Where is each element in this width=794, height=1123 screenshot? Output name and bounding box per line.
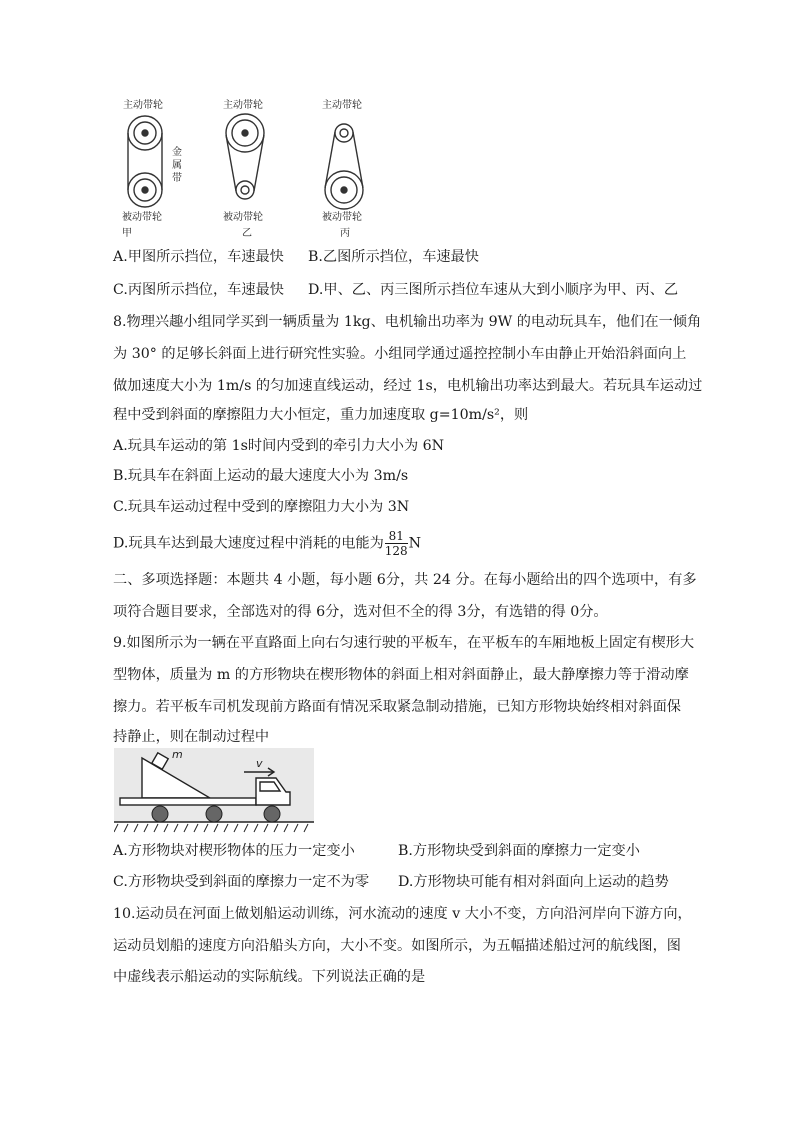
figure-label-jia: 甲: [122, 228, 132, 239]
q8-option-c: C.玩具车运动过程中受到的摩擦阻力大小为 3N: [113, 499, 410, 515]
mass-label: m: [172, 748, 183, 761]
fraction-numerator: 81: [385, 529, 408, 544]
q10-line-3: 中虚线表示船运动的实际航线。下列说法正确的是: [113, 969, 426, 985]
drive-label-3: 主动带轮: [322, 100, 362, 111]
q9-option-a: A.方形物块对楔形物体的压力一定变小: [113, 843, 355, 859]
q9-line-4: 持静止，则在制动过程中: [113, 729, 270, 745]
metal-belt-char-1: 金: [172, 147, 182, 158]
q9-option-b: B.方形物块受到斜面的摩擦力一定变小: [398, 843, 640, 859]
q10-line-1: 10.运动员在河面上做划船运动训练，河水流动的速度 v 大小不变，方向沿河岸向下游方向，: [113, 906, 692, 922]
q7-option-d: D.甲、乙、丙三图所示挡位车速从大到小顺序为甲、丙、乙: [308, 282, 679, 298]
section2-line-1: 二、多项选择题：本题共 4 小题，每小题 6分，共 24 分。在每小题给出的四个选项中，有多: [113, 572, 697, 588]
q7-option-b: B.乙图所示挡位，车速最快: [308, 249, 479, 265]
q8-option-d-unit: N: [408, 535, 422, 552]
velocity-label: v: [256, 757, 263, 770]
q9-line-1: 9.如图所示为一辆在平直路面上向右匀速行驶的平板车，在平板车的车厢地板上固定有楔形大: [113, 635, 695, 651]
q7-option-c: C.丙图所示挡位，车速最快: [113, 282, 284, 298]
q8-line-4: 程中受到斜面的摩擦阻力大小恒定，重力加速度取 g=10m/s²，则: [113, 407, 529, 423]
metal-belt-char-3: 带: [172, 173, 182, 184]
driven-label-3: 被动带轮: [322, 212, 362, 223]
q8-option-d: [113, 529, 421, 558]
q9-line-2: 型物体，质量为 m 的方形物块在楔形物体的斜面上相对斜面静止，最大静摩擦力等于滑动摩: [113, 667, 689, 683]
figure-label-yi: 乙: [242, 228, 252, 239]
q10-line-2: 运动员划船的速度方向沿船头方向，大小不变。如图所示，为五幅描述船过河的航线图，图: [113, 938, 681, 954]
q8-line-1: 8.物理兴趣小组同学买到一辆质量为 1kg、电机输出功率为 9W 的电动玩具车，他们在一倾角: [113, 314, 702, 330]
q8-option-d-prefix: D.玩具车达到最大速度过程中消耗的电能为: [113, 535, 384, 552]
q9-line-3: 擦力。若平板车司机发现前方路面有情况采取紧急制动措施，已知方形物块始终相对斜面保: [113, 699, 681, 715]
q8-line-3: 做加速度大小为 1m/s 的匀加速直线运动，经过 1s，电机输出功率达到最大。若玩具车运动过: [113, 378, 703, 394]
truck-wedge-figure: [114, 748, 314, 834]
figure-label-bing: 丙: [340, 228, 350, 239]
drive-label-2: 主动带轮: [223, 100, 263, 111]
driven-label-1: 被动带轮: [122, 212, 162, 223]
section2-line-2: 项符合题目要求，全部选对的得 6分，选对但不全的得 3分，有选错的得 0分。: [113, 604, 608, 620]
fraction-denominator: 128: [384, 544, 408, 558]
driven-label-2: 被动带轮: [223, 212, 263, 223]
q8-option-d-fraction: [385, 529, 408, 558]
drive-label-1: 主动带轮: [123, 100, 163, 111]
q7-option-a: A.甲图所示挡位，车速最快: [113, 249, 284, 265]
q8-option-b: B.玩具车在斜面上运动的最大速度大小为 3m/s: [113, 468, 409, 484]
q9-option-c: C.方形物块受到斜面的摩擦力一定不为零: [113, 874, 370, 890]
metal-belt-char-2: 属: [172, 160, 182, 171]
belt-pulley-figure: [114, 94, 386, 244]
q9-option-d: D.方形物块可能有相对斜面向上运动的趋势: [398, 874, 669, 890]
q8-option-a: A.玩具车运动的第 1s时间内受到的牵引力大小为 6N: [113, 438, 445, 454]
q8-line-2: 为 30° 的足够长斜面上进行研究性实验。小组同学通过遥控控制小车由静止开始沿斜面向上: [113, 346, 687, 362]
